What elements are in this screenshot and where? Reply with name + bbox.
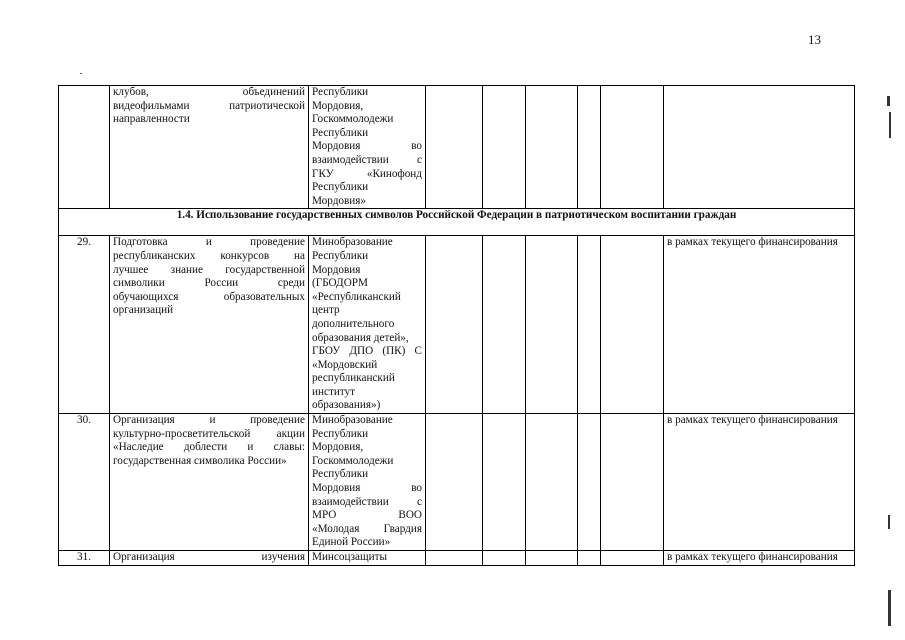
row-number: 31. — [59, 551, 110, 566]
table-row — [59, 551, 855, 566]
empty-cell — [526, 86, 578, 209]
activity-line: клубов, объединений — [113, 86, 305, 98]
executor-cell — [309, 414, 426, 551]
executor-line: ГКУ «Кинофонд — [312, 167, 422, 180]
scan-edge-mark — [887, 96, 890, 106]
executor-line: (ГБОДОРМ — [312, 277, 368, 290]
empty-cell — [526, 551, 578, 566]
executor-cell — [309, 236, 426, 414]
activity-line: обучающихся образовательных — [113, 290, 305, 303]
executor-line: Мордовия, — [312, 441, 364, 454]
executor-line: Минобразование — [312, 236, 393, 249]
activity-cell — [110, 86, 309, 209]
executor-line: Единой России» — [312, 536, 391, 549]
scan-edge-mark — [888, 590, 891, 626]
activity-line: символики России среди — [113, 277, 305, 290]
table-row — [59, 236, 855, 414]
executor-line: взаимодействии с — [312, 495, 422, 508]
executor-line: Республики — [312, 181, 369, 194]
financing-cell: в рамках текущего финансирования — [664, 236, 855, 414]
executor-line: Республики — [312, 126, 369, 139]
scan-speck — [80, 73, 82, 74]
empty-cell — [578, 86, 601, 209]
empty-cell — [601, 551, 664, 566]
empty-cell — [483, 414, 526, 551]
empty-cell — [601, 236, 664, 414]
executor-line: Республики — [312, 86, 369, 98]
executor-line: центр — [312, 304, 340, 317]
activity-line: направленности — [113, 113, 190, 126]
empty-cell — [483, 86, 526, 209]
empty-cell — [578, 551, 601, 566]
executor-line: образования детей», — [312, 331, 409, 344]
empty-cell — [426, 551, 483, 566]
table-row-continuation — [59, 86, 855, 209]
executor-cell — [309, 86, 426, 209]
activity-line: Организация и проведение — [113, 414, 305, 427]
executor-line: Республики — [312, 249, 369, 262]
empty-cell — [426, 86, 483, 209]
empty-cell — [526, 236, 578, 414]
executor-line: Мордовия во — [312, 482, 422, 495]
row-number: 29. — [59, 236, 110, 414]
executor-line: «Мордовский — [312, 358, 378, 371]
table-row — [59, 414, 855, 551]
executor-line: Мордовия, — [312, 99, 364, 112]
scan-edge-mark — [888, 515, 890, 529]
executor-line: Мордовия — [312, 263, 361, 276]
empty-cell — [426, 414, 483, 551]
executor-line: Республики — [312, 427, 369, 440]
executor-cell — [309, 551, 426, 566]
executor-line: МРО ВОО — [312, 509, 422, 522]
activity-line: Организация изучения — [113, 551, 305, 563]
empty-cell — [601, 86, 664, 209]
executor-line: «Республиканский — [312, 290, 401, 303]
empty-cell — [578, 236, 601, 414]
empty-cell — [483, 236, 526, 414]
financing-cell: в рамках текущего финансирования — [664, 551, 855, 566]
activity-cell — [110, 414, 309, 551]
activity-cell — [110, 236, 309, 414]
executor-line: Мордовия во — [312, 140, 422, 153]
financing-cell — [664, 86, 855, 209]
executor-line: образования») — [312, 399, 381, 412]
activity-cell — [110, 551, 309, 566]
empty-cell — [526, 414, 578, 551]
empty-cell — [578, 414, 601, 551]
empty-cell — [601, 414, 664, 551]
page-number: 13 — [808, 32, 821, 47]
executor-line: Госкоммолодежи — [312, 113, 394, 126]
section-title: 1.4. Использование государственных символов Российской Федерации в патриотическом воспитании граждан — [59, 209, 855, 236]
activity-line: государственная символика России» — [113, 454, 287, 467]
measures-table — [58, 85, 855, 566]
row-number — [59, 86, 110, 209]
scan-edge-mark — [889, 112, 891, 138]
executor-line: Мордовия» — [312, 194, 367, 207]
executor-line: «Молодая Гвардия — [312, 522, 422, 535]
activity-line: республиканских конкурсов на — [113, 249, 305, 262]
executor-line: институт — [312, 385, 356, 398]
executor-line: ГБОУ ДПО (ПК) С — [312, 345, 422, 358]
activity-line: Подготовка и проведение — [113, 236, 305, 249]
financing-cell: в рамках текущего финансирования — [664, 414, 855, 551]
executor-line: республиканский — [312, 372, 395, 385]
activity-line: лучшее знание государственной — [113, 263, 305, 276]
section-header-row — [59, 209, 855, 236]
executor-line: дополнительного — [312, 317, 395, 330]
executor-line: Минсоцзащиты — [312, 551, 387, 563]
executor-line: Республики — [312, 468, 369, 481]
executor-line: Минобразование — [312, 414, 393, 427]
row-number: 30. — [59, 414, 110, 551]
empty-cell — [426, 236, 483, 414]
activity-line: культурно-просветительской акции — [113, 427, 305, 440]
empty-cell — [483, 551, 526, 566]
activity-line: видеофильмами патриотической — [113, 99, 305, 112]
activity-line: «Наследие доблести и славы: — [113, 441, 305, 454]
executor-line: Госкоммолодежи — [312, 454, 394, 467]
executor-line: взаимодействии с — [312, 153, 422, 166]
activity-line: организаций — [113, 304, 174, 317]
